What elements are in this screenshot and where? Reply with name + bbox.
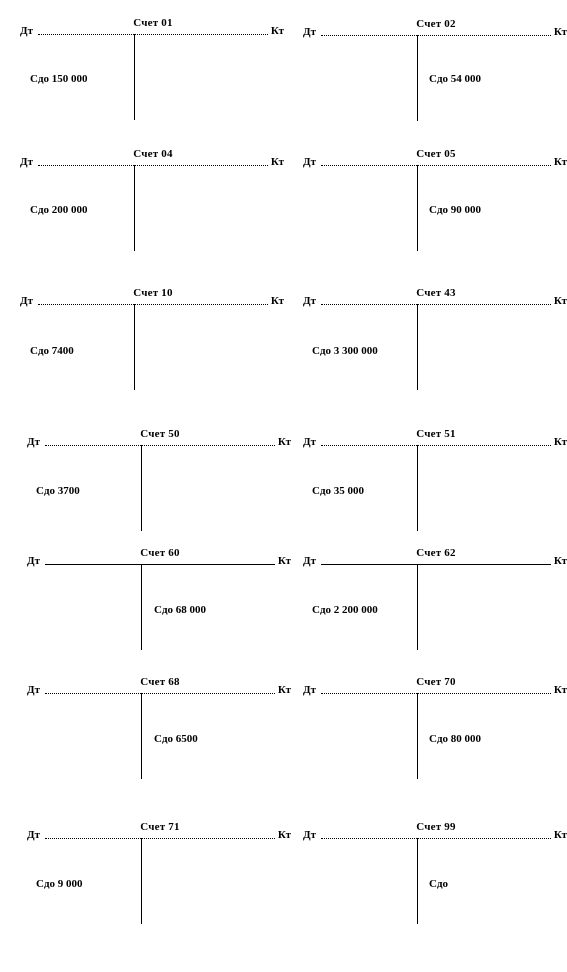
opening-balance-credit: Сдо	[429, 878, 449, 890]
horizontal-line	[321, 35, 551, 36]
opening-balance-debit: Сдо 150 000	[30, 73, 88, 85]
debit-label: Дт	[27, 555, 40, 567]
credit-label: Кт	[270, 156, 284, 168]
credit-label: Кт	[553, 295, 567, 307]
vertical-line	[141, 693, 142, 779]
debit-label: Дт	[27, 684, 40, 696]
debit-label: Дт	[303, 436, 316, 448]
credit-label: Кт	[270, 25, 284, 37]
horizontal-line	[321, 445, 551, 446]
vertical-line	[141, 445, 142, 531]
horizontal-line	[45, 445, 275, 446]
vertical-line	[417, 445, 418, 531]
vertical-line	[134, 165, 135, 251]
vertical-line	[134, 34, 135, 120]
t-account-01	[20, 17, 284, 141]
debit-label: Дт	[20, 156, 33, 168]
account-title: Счет 50	[140, 428, 180, 440]
credit-label: Кт	[277, 436, 291, 448]
horizontal-line	[38, 34, 268, 35]
credit-label: Кт	[277, 829, 291, 841]
horizontal-line	[38, 165, 268, 166]
credit-label: Кт	[270, 295, 284, 307]
vertical-line	[417, 564, 418, 650]
opening-balance-credit: Сдо 80 000	[429, 733, 482, 745]
horizontal-line	[38, 304, 268, 305]
vertical-line	[417, 304, 418, 390]
horizontal-line	[321, 838, 551, 839]
t-account-99	[303, 821, 567, 945]
account-title: Счет 70	[416, 676, 456, 688]
horizontal-line	[321, 564, 551, 565]
t-account-02	[303, 18, 567, 142]
t-account-10	[20, 287, 284, 411]
vertical-line	[417, 165, 418, 251]
horizontal-line	[45, 564, 275, 565]
vertical-line	[417, 693, 418, 779]
horizontal-line	[321, 165, 551, 166]
debit-label: Дт	[303, 684, 316, 696]
account-title: Счет 99	[416, 821, 456, 833]
opening-balance-debit: Сдо 35 000	[312, 485, 365, 497]
account-title: Счет 68	[140, 676, 180, 688]
credit-label: Кт	[553, 26, 567, 38]
t-account-43	[303, 287, 567, 411]
vertical-line	[417, 35, 418, 121]
opening-balance-debit: Сдо 3700	[36, 485, 80, 497]
vertical-line	[134, 304, 135, 390]
credit-label: Кт	[277, 555, 291, 567]
vertical-line	[417, 838, 418, 924]
debit-label: Дт	[303, 26, 316, 38]
t-account-60	[27, 547, 291, 671]
opening-balance-debit: Сдо 2 200 000	[312, 604, 378, 616]
t-account-71	[27, 821, 291, 945]
debit-label: Дт	[303, 295, 316, 307]
debit-label: Дт	[303, 555, 316, 567]
account-title: Счет 01	[133, 17, 173, 29]
t-account-70	[303, 676, 567, 800]
horizontal-line	[45, 838, 275, 839]
opening-balance-debit: Сдо 9 000	[36, 878, 83, 890]
account-title: Счет 04	[133, 148, 173, 160]
account-title: Счет 62	[416, 547, 456, 559]
t-account-50	[27, 428, 291, 552]
vertical-line	[141, 564, 142, 650]
t-account-04	[20, 148, 284, 272]
horizontal-line	[321, 304, 551, 305]
account-title: Счет 02	[416, 18, 456, 30]
credit-label: Кт	[553, 829, 567, 841]
account-title: Счет 05	[416, 148, 456, 160]
credit-label: Кт	[553, 684, 567, 696]
credit-label: Кт	[553, 436, 567, 448]
debit-label: Дт	[303, 829, 316, 841]
account-title: Счет 43	[416, 287, 456, 299]
credit-label: Кт	[553, 555, 567, 567]
vertical-line	[141, 838, 142, 924]
t-account-51	[303, 428, 567, 552]
opening-balance-credit: Сдо 68 000	[154, 604, 207, 616]
horizontal-line	[321, 693, 551, 694]
credit-label: Кт	[553, 156, 567, 168]
debit-label: Дт	[20, 25, 33, 37]
opening-balance-debit: Сдо 7400	[30, 345, 74, 357]
t-account-62	[303, 547, 567, 671]
debit-label: Дт	[27, 829, 40, 841]
t-account-68	[27, 676, 291, 800]
horizontal-line	[45, 693, 275, 694]
opening-balance-credit: Сдо 6500	[154, 733, 198, 745]
debit-label: Дт	[27, 436, 40, 448]
opening-balance-debit: Сдо 200 000	[30, 204, 88, 216]
debit-label: Дт	[303, 156, 316, 168]
credit-label: Кт	[277, 684, 291, 696]
account-title: Счет 60	[140, 547, 180, 559]
account-title: Счет 51	[416, 428, 456, 440]
account-title: Счет 71	[140, 821, 180, 833]
debit-label: Дт	[20, 295, 33, 307]
opening-balance-credit: Сдо 54 000	[429, 73, 482, 85]
opening-balance-credit: Сдо 90 000	[429, 204, 482, 216]
opening-balance-debit: Сдо 3 300 000	[312, 345, 378, 357]
t-account-05	[303, 148, 567, 272]
account-title: Счет 10	[133, 287, 173, 299]
